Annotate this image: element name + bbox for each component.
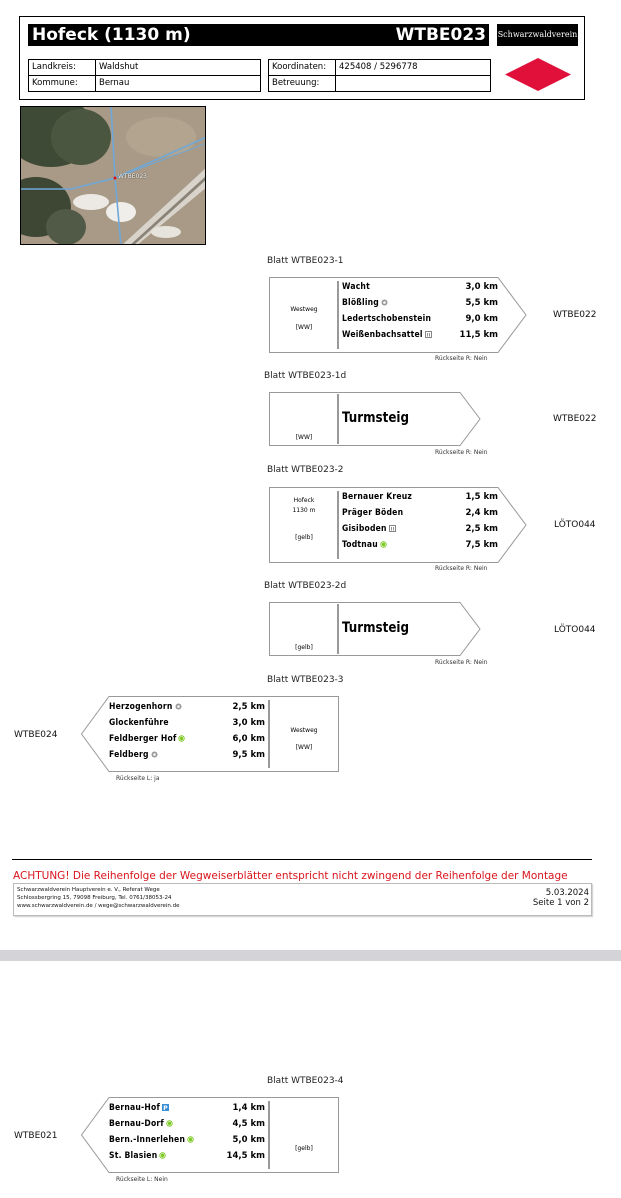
sign-4-route-code: [gelb]: [295, 644, 313, 651]
landkreis-label: Landkreis:: [29, 60, 96, 76]
address-line-2: Schlossbergring 15, 79098 Freiburg, Tel. 0761/38053-24: [17, 895, 172, 901]
page-number: Seite 1 von 2: [532, 898, 589, 908]
sign-6-blatt-label: Blatt WTBE023-4: [267, 1076, 344, 1086]
sign-5-target[interactable]: WTBE024: [14, 730, 58, 740]
location-table: [28, 59, 261, 92]
summit-icon: [151, 751, 158, 758]
sign-5-route-code: [WW]: [295, 744, 313, 751]
sign-1-route-name: Westweg: [290, 306, 318, 313]
sign-6-target[interactable]: WTBE021: [14, 1131, 58, 1141]
sign-3-location-name: Hofeck: [293, 497, 315, 504]
summit-icon: [381, 299, 388, 306]
sign-2-blatt-label: Blatt WTBE023-1d: [264, 371, 347, 381]
sign-6-dest-2: Bernau-Dorf: [109, 1116, 173, 1132]
sign-4-target[interactable]: LÖTO044: [554, 625, 596, 635]
sign-1-blatt-label: Blatt WTBE023-1: [267, 256, 344, 266]
sign-2-rueckseite: Rückseite R: Nein: [435, 449, 488, 456]
sign-5-dest-3: Feldberger Hof: [109, 731, 185, 747]
sign-1-dist-1: 3,0 km: [465, 282, 498, 292]
parking-icon: [162, 1104, 169, 1111]
sign-1-dist-2: 5,5 km: [465, 298, 498, 308]
landkreis-value: Waldshut: [96, 60, 261, 76]
sign-5-dist-4: 9,5 km: [232, 750, 265, 760]
kommune-label: Kommune:: [29, 76, 96, 92]
sign-2-destination: Turmsteig: [342, 410, 409, 426]
sign-2-target[interactable]: WTBE022: [553, 414, 597, 424]
betreuung-label: Betreuung:: [269, 76, 336, 92]
bus-stop-icon: [159, 1152, 166, 1159]
sign-3-dist-2: 2,4 km: [465, 508, 498, 518]
sign-6-rueckseite: Rückseite L: Nein: [116, 1176, 168, 1183]
sign-5-dest-1: Herzogenhorn: [109, 699, 182, 715]
sign-1-target[interactable]: WTBE022: [553, 310, 597, 320]
sign-1-dest-2: Blößling: [342, 295, 388, 311]
sign-1-dest-1: Wacht: [342, 282, 370, 292]
sign-5-blatt-label: Blatt WTBE023-3: [267, 675, 344, 685]
shelter-icon: [425, 331, 432, 338]
sign-6-dist-2: 4,5 km: [232, 1119, 265, 1129]
page-title: Hofeck (1130 m): [32, 25, 191, 45]
sign-5-rueckseite: Rückseite L: ja: [116, 775, 160, 782]
sign-4-rueckseite: Rückseite R: Nein: [435, 659, 488, 666]
address-line-3: www.schwarzwaldverein.de / wege@schwarzwaldverein.de: [17, 903, 180, 909]
warning-text: ACHTUNG! Die Reihenfolge der Wegweiserblätter entspricht nicht zwingend der Reihenfolge der Montage: [13, 870, 568, 882]
koordinaten-value: 425408 / 5296778: [336, 60, 491, 76]
koordinaten-label: Koordinaten:: [269, 60, 336, 76]
svg-text:P: P: [163, 1105, 168, 1111]
betreuung-value: [336, 76, 491, 92]
sign-1-dest-4: Weißenbachsattel: [342, 327, 432, 343]
summit-icon: [175, 703, 182, 710]
sign-5-route-name: Westweg: [290, 727, 318, 734]
sign-3-route-code: [gelb]: [295, 534, 313, 541]
page-separator: [0, 950, 621, 961]
brand-logo: Schwarzwaldverein: [497, 24, 578, 46]
sign-3-dest-2: Präger Böden: [342, 508, 404, 518]
sign-5-dist-3: 6,0 km: [232, 734, 265, 744]
footer-divider: [12, 859, 592, 860]
print-date: 5.03.2024: [545, 888, 589, 898]
sign-1-route-code: [WW]: [295, 324, 313, 331]
sign-4-blatt-label: Blatt WTBE023-2d: [264, 581, 347, 591]
sign-1-dest-3: Ledertschobenstein: [342, 314, 432, 324]
sign-1-rueckseite: Rückseite R: Nein: [435, 355, 488, 362]
footer-address: [17, 886, 180, 910]
bus-stop-icon: [380, 541, 387, 548]
sign-5-dist-1: 2,5 km: [232, 702, 265, 712]
sign-3-blatt-label: Blatt WTBE023-2: [267, 465, 344, 475]
bus-stop-icon: [166, 1120, 173, 1127]
address-line-1: Schwarzwaldverein Hauptverein e. V., Referat Wege: [17, 887, 160, 893]
kommune-value: Bernau: [96, 76, 261, 92]
sign-5-dist-2: 3,0 km: [232, 718, 265, 728]
sign-6-dist-4: 14,5 km: [226, 1151, 265, 1161]
sign-1-dist-4: 11,5 km: [459, 330, 498, 340]
sign-3-dest-1: Bernauer Kreuz: [342, 492, 413, 502]
sign-3-dist-1: 1,5 km: [465, 492, 498, 502]
sign-6-dest-1: Bernau-Hof P: [109, 1103, 168, 1113]
sign-5-dest-4: Feldberg: [109, 747, 158, 763]
sign-6-dist-1: 1,4 km: [232, 1103, 265, 1113]
location-code: WTBE023: [395, 25, 486, 45]
sign-3-target[interactable]: LÖTO044: [554, 520, 596, 530]
sign-3-dist-4: 7,5 km: [465, 540, 498, 550]
sign-3-dest-3: Gisiboden: [342, 521, 396, 537]
bus-stop-icon: [178, 735, 185, 742]
sign-2-route-code: [WW]: [295, 434, 313, 441]
diamond-logo-icon: [505, 58, 571, 91]
map-marker-label: WTBE023: [118, 173, 147, 180]
sign-6-dest-3: Bern.-Innerlehen: [109, 1132, 194, 1148]
sign-3-elevation: 1130 m: [292, 507, 316, 514]
bus-stop-icon: [187, 1136, 194, 1143]
sign-3-dest-4: Todtnau: [342, 537, 387, 553]
sign-1-dist-3: 9,0 km: [465, 314, 498, 324]
sign-5-dest-2: Glockenführe: [109, 718, 169, 728]
sign-6-dist-3: 5,0 km: [232, 1135, 265, 1145]
sign-3-dist-3: 2,5 km: [465, 524, 498, 534]
sign-3-rueckseite: Rückseite R: Nein: [435, 565, 488, 572]
coordinates-table: [268, 59, 491, 92]
sign-6-dest-4: St. Blasien: [109, 1148, 166, 1164]
footer-meta: [533, 888, 589, 908]
aerial-map[interactable]: [20, 106, 206, 245]
sign-6-route-code: [gelb]: [295, 1145, 313, 1152]
sign-4-destination: Turmsteig: [342, 620, 409, 636]
shelter-icon: [389, 525, 396, 532]
